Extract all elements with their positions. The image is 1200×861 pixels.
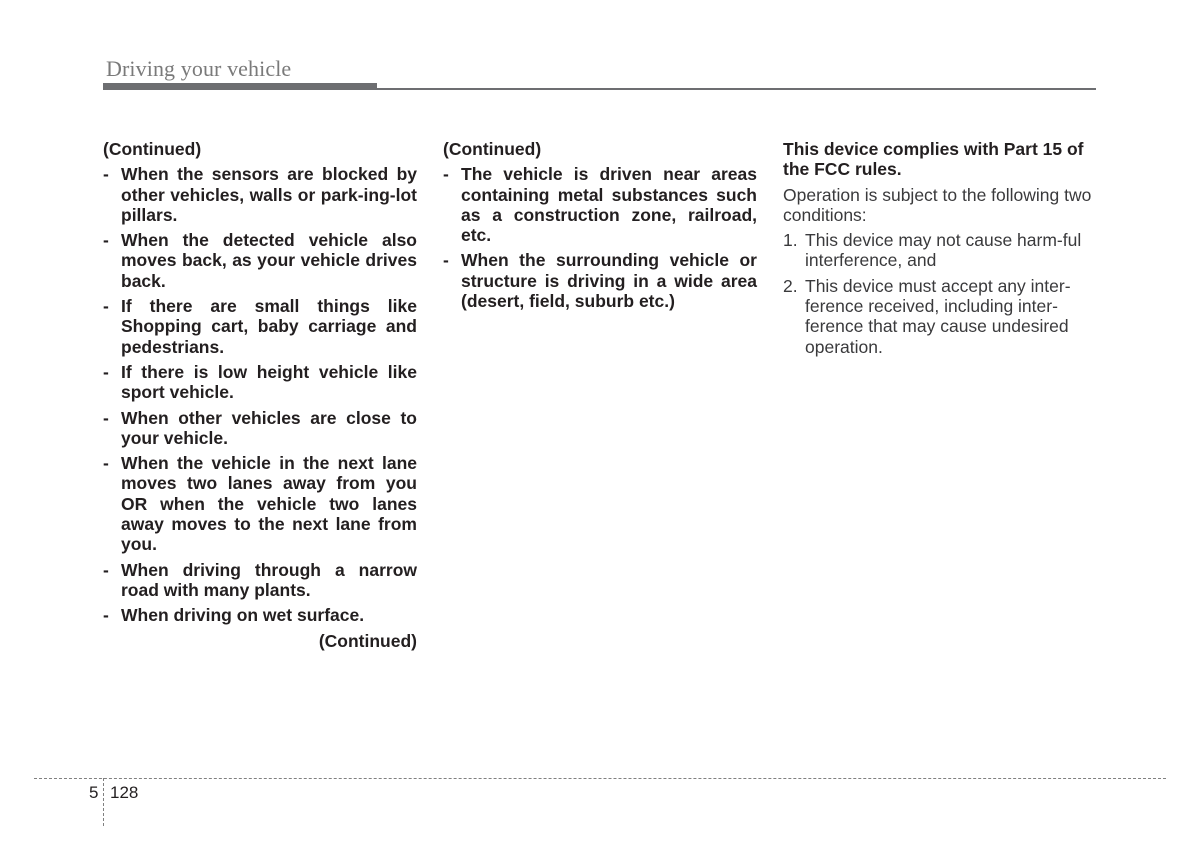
item-number: 2. <box>783 275 798 296</box>
list-item-text: When driving through a narrow road with many plants. <box>121 559 417 600</box>
list-item-text: When the surrounding vehicle or structure is driving in a wide area (desert, field, suburb etc.) <box>461 250 757 312</box>
footer-divider <box>103 778 104 826</box>
list-item <box>103 164 417 225</box>
list-item <box>103 408 417 449</box>
list-item <box>443 164 757 245</box>
continued-label: (Continued) <box>443 139 542 159</box>
bullet-dash: - <box>443 164 449 185</box>
bullet-dash: - <box>103 407 109 428</box>
footer-rule <box>34 778 1166 779</box>
list-item <box>103 453 417 554</box>
list-item <box>443 250 757 311</box>
list-item-text: If there are small things like Shopping cart, baby carriage and pedestrians. <box>121 296 417 357</box>
fcc-intro: Operation is subject to the following two conditions: <box>783 184 1092 225</box>
continued-label: (Continued) <box>318 630 417 651</box>
column-right <box>783 139 1096 362</box>
numbered-item <box>783 276 1096 357</box>
header-rule <box>103 88 1096 90</box>
list-item-text: The vehicle is driven near areas containing metal substances such as a construction zone, railroad, etc. <box>461 164 757 246</box>
list-item-text: When other vehicles are close to your vehicle. <box>121 407 417 448</box>
fcc-heading: This device complies with Part 15 of the FCC rules. <box>783 139 1084 180</box>
list-item-text: When driving on wet surface. <box>121 605 365 626</box>
bullet-dash: - <box>103 559 109 580</box>
bullet-dash: - <box>103 453 109 474</box>
numbered-item <box>783 230 1096 271</box>
numbered-item-text: This device may not cause harm-ful interference, and <box>805 230 1082 271</box>
list-item <box>103 230 417 291</box>
chapter-number: 5 <box>89 783 99 802</box>
page-header-title: Driving your vehicle <box>106 56 292 81</box>
numbered-item-text: This device must accept any inter-ference received, including inter-ference that may cause undesired operation. <box>805 275 1071 357</box>
continued-label: (Continued) <box>103 139 202 159</box>
bullet-dash: - <box>103 230 109 251</box>
list-item <box>103 560 417 601</box>
bullet-dash: - <box>103 164 109 185</box>
list-item <box>103 605 417 625</box>
list-item <box>103 296 417 357</box>
bullet-dash: - <box>103 361 109 382</box>
list-item-text: If there is low height vehicle like sport vehicle. <box>121 361 417 403</box>
column-middle <box>443 139 757 316</box>
list-item-text: When the detected vehicle also moves back, as your vehicle drives back. <box>121 230 417 291</box>
item-number: 1. <box>783 230 798 251</box>
list-item <box>103 362 417 403</box>
bullet-dash: - <box>443 250 449 271</box>
bullet-dash: - <box>103 296 109 317</box>
bullet-dash: - <box>103 605 109 626</box>
list-item-text: When the vehicle in the next lane moves two lanes away from you OR when the vehicle two lanes away moves to the next lane from you. <box>121 453 417 555</box>
column-left <box>103 139 417 651</box>
list-item-text: When the sensors are blocked by other vehicles, walls or park-ing-lot pillars. <box>121 164 417 225</box>
page-number: 128 <box>110 783 139 802</box>
